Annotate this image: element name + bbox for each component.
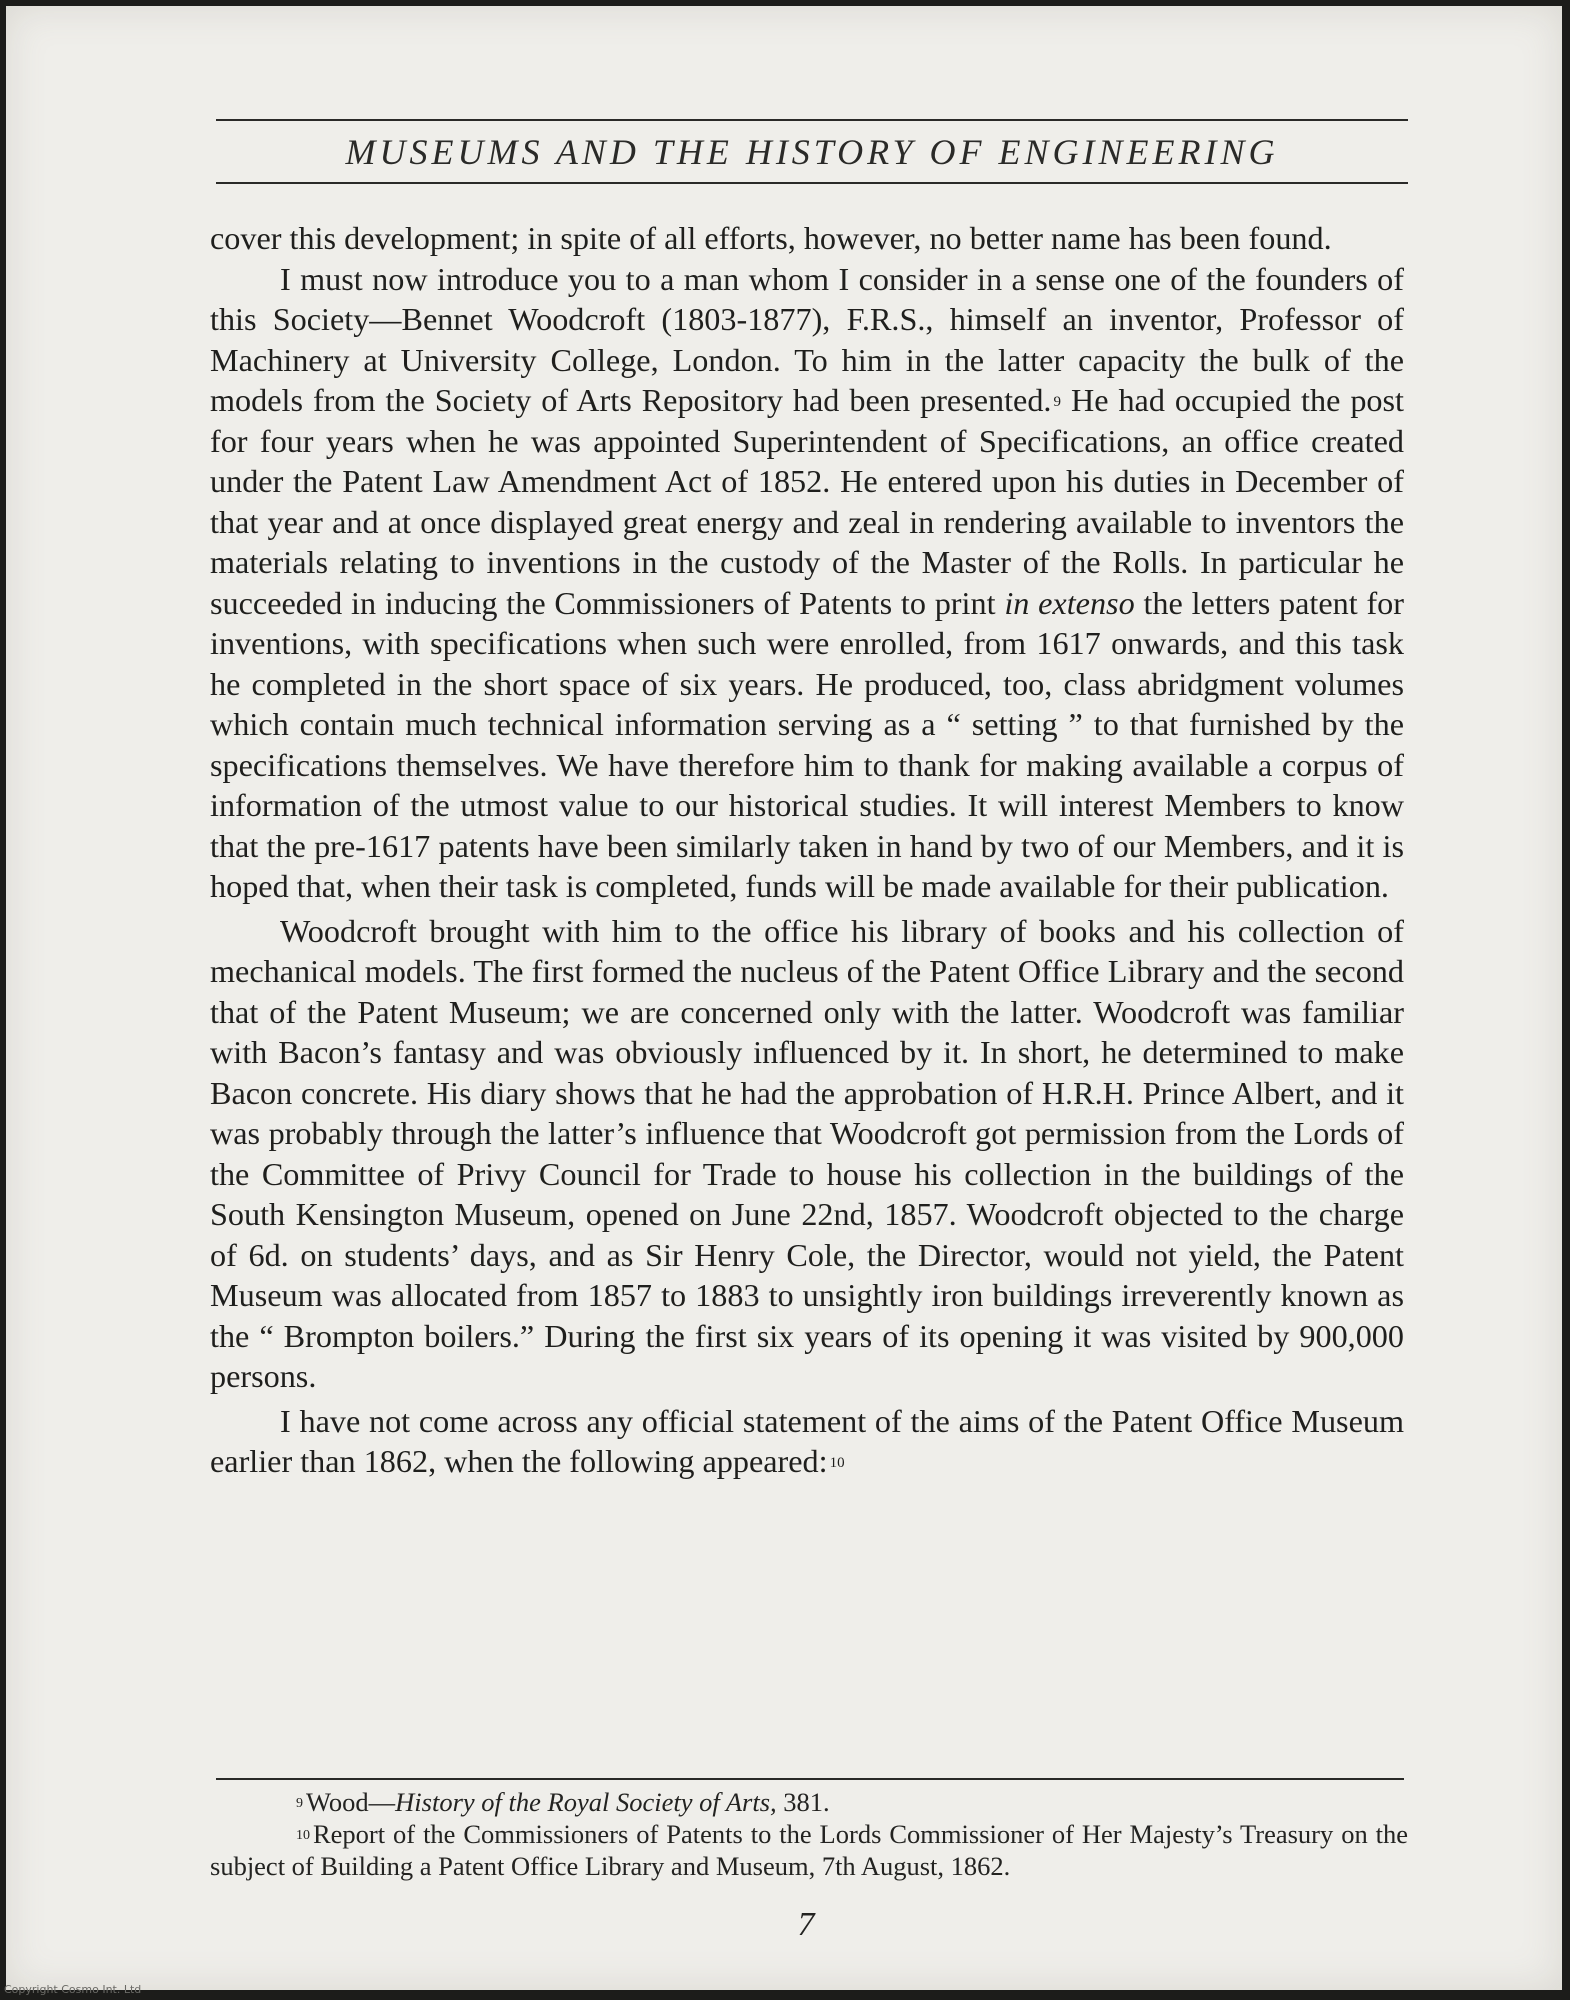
copyright-watermark: Copyright Cosmo Int. Ltd xyxy=(4,1983,142,1996)
footnote-page: 381. xyxy=(776,1787,830,1817)
footnote-10 xyxy=(210,1818,1408,1882)
paragraph-woodcroft-intro xyxy=(210,259,1404,907)
footnote-mark: 9 xyxy=(296,1796,303,1811)
footnote-ref-10: 10 xyxy=(829,1455,845,1471)
page-number: 7 xyxy=(797,1906,815,1943)
footnote-author: Wood— xyxy=(306,1787,396,1817)
book-page xyxy=(6,6,1562,1990)
footnote-9 xyxy=(210,1786,1408,1818)
footnote-mark: 10 xyxy=(296,1828,310,1843)
paragraph-text: the letters patent for inventions, with specifications when such were enrolled, from 1617 onwards, and this task he completed in the short space of six years. He produced, too, class abridgment volumes which contain much technical information serving as a “ setting ” to that furnished by the specifications themselves. We have therefore him to thank for making available a corpus of information of the utmost value to our historical studies. It will interest Members to know that the pre-1617 patents have been similarly taken in hand by two of our Members, and it is hoped that, when their task is completed, funds will be made available for their publication. xyxy=(210,584,1404,904)
paragraph-library-museum: Woodcroft brought with him to the office his library of books and his collection of mechanical models. The first formed the nucleus of the Patent Office Library and the second that of the Patent Museum; we are concerned only with the latter. Woodcroft was familiar with Bacon’s fantasy and was obviously influenced by it. In short, he determined to make Bacon concrete. His diary shows that he had the approbation of H.R.H. Prince Albert, and it was probably through the latter’s influence that Woodcroft got permission from the Lords of the Committee of Privy Council for Trade to house his collection in the buildings of the South Kensington Museum, opened on June 22nd, 1857. Woodcroft objected to the charge of 6d. on students’ days, and as Sir Henry Cole, the Director, would not yield, the Patent Museum was allocated from 1857 to 1883 to unsightly iron buildings irreverently known as the “ Brompton boilers.” During the first six years of its opening it was visited by 900,000 persons. xyxy=(210,912,1404,1394)
footnote-ref-9: 9 xyxy=(1053,394,1061,410)
running-head: MUSEUMS AND THE HISTORY OF ENGINEERING xyxy=(345,132,1279,172)
paragraph-continued: cover this development; in spite of all efforts, however, no better name has been found. xyxy=(210,220,1332,256)
paragraph-text: He had occupied the post for four years when he was appointed Superintendent of Specifications, an office created under the Patent Law Amendment Act of 1852. He entered upon his duties in December of that year and at once displayed great energy and zeal in rendering available to inventors the materials relating to inventions in the custody of the Master of the Rolls. In particular he succeeded in inducing the Commissioners of Patents to print xyxy=(210,382,1404,621)
footnote-title: History of the Royal Society of Arts, xyxy=(395,1787,777,1817)
paragraph-text: I must now introduce you to a man whom I consider in a sense one of the founders of this Society—Bennet Woodcroft (1803-1877), F.R.S., himself an inventor, Professor of Machinery at University College, London. To him in the latter capacity the bulk of the models from the Society of Arts Repository had been presented. xyxy=(210,260,1404,418)
footnote-text: Report of the Commissioners of Patents to the Lords Commissioner of Her Majesty’s Treasury on the subject of Building a Patent Office Library and Museum, 7th August, 1862. xyxy=(210,1819,1408,1881)
footnote-rule xyxy=(216,1778,1404,1780)
paragraph-text: I have not come across any official statement of the aims of the Patent Office Museum earlier than 1862, when the following appeared: xyxy=(210,1402,1404,1479)
header-rule-top xyxy=(216,119,1408,121)
italic-phrase: in extenso xyxy=(1004,584,1135,621)
footnotes xyxy=(210,1786,1408,1882)
body-text xyxy=(210,218,1404,1482)
header-rule-bottom xyxy=(216,182,1408,184)
paragraph-aims xyxy=(210,1401,1404,1482)
